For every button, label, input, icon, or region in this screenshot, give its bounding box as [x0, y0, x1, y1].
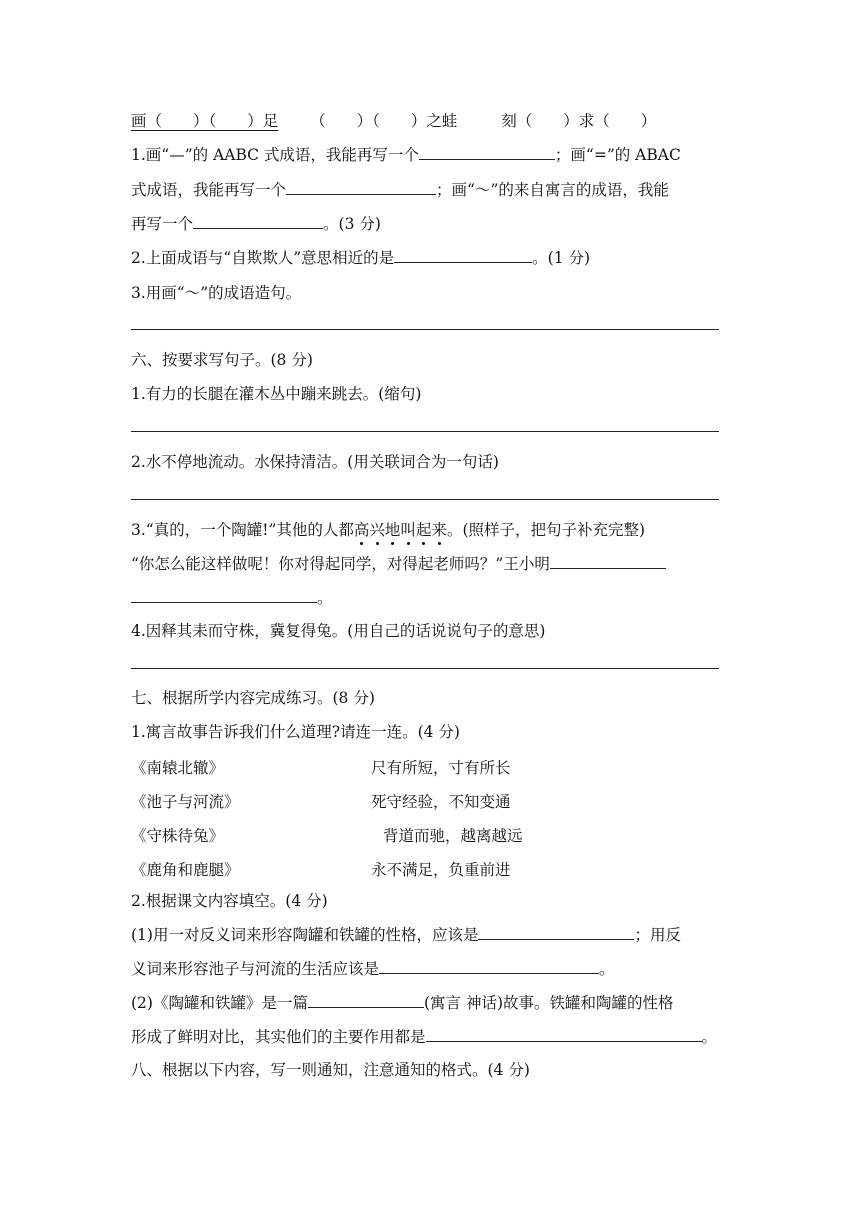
sec7-q2: 2.根据课文内容填空。(4 分)	[131, 892, 328, 910]
sec6-q4: 4.因释其耒而守株，冀复得兔。(用自己的话说说句子的意思)	[131, 622, 546, 640]
q2-1-text-b: ；用反	[634, 926, 681, 944]
q3-text-b: 。(照样子，把句子补充完整)	[446, 521, 646, 539]
sec6-q3-cont	[131, 588, 333, 608]
q2-1-text-c: 义词来形容池子与河流的生活应该是	[131, 960, 380, 978]
sec5-q1-line2	[131, 180, 669, 200]
q2-2-text-a: (2)《陶罐和铁罐》是一篇	[131, 994, 308, 1012]
idiom-c: 刻（ ）求（ ）	[501, 112, 657, 130]
answer-line[interactable]	[131, 329, 719, 330]
moral-text[interactable]: 尺有所短，寸有所长	[371, 759, 511, 777]
sec5-q3: 3.用画“～”的成语造句。	[131, 284, 302, 302]
q2-1-text-a: (1)用一对反义词来形容陶罐和铁罐的性格，应该是	[131, 926, 479, 944]
answer-blank[interactable]	[550, 554, 666, 569]
q1-text-c: 式成语，我能再写一个	[131, 181, 287, 199]
answer-blank[interactable]	[478, 925, 634, 940]
q2-2-text-c: 形成了鲜明对比，其实他们的主要作用都是	[131, 1028, 426, 1046]
dotted-char: 来	[431, 521, 447, 539]
sec6-title: 六、按要求写句子。(8 分)	[131, 351, 313, 369]
story-title[interactable]: 《南辕北辙》	[131, 759, 225, 777]
idiom-a: 画（ ）（ ）足	[131, 112, 279, 130]
dotted-char: 兴	[369, 521, 385, 539]
answer-blank[interactable]	[193, 214, 323, 229]
answer-line[interactable]	[131, 499, 719, 500]
sec7-q2-1-line2	[131, 959, 615, 979]
story-title[interactable]: 《守株待兔》	[131, 827, 225, 845]
q2-text-a: 2.上面成语与“自欺欺人”意思相近的是	[131, 249, 395, 267]
answer-blank[interactable]	[308, 993, 424, 1008]
answer-blank[interactable]	[286, 180, 436, 195]
q2-text-b: 。(1 分)	[532, 249, 591, 267]
answer-blank[interactable]	[379, 959, 599, 974]
answer-blank[interactable]	[394, 248, 532, 263]
dotted-char: 地	[384, 521, 401, 539]
moral-text[interactable]: 死守经验，不知变通	[371, 793, 511, 811]
dotted-char: 高	[353, 521, 370, 539]
sec6-q3	[131, 520, 645, 540]
answer-line[interactable]	[131, 668, 719, 669]
answer-blank[interactable]	[419, 145, 555, 160]
idioms-row	[131, 111, 656, 131]
answer-blank[interactable]	[426, 1027, 702, 1042]
moral-text[interactable]: 背道而驰，越离越远	[383, 827, 523, 845]
sec8-title: 八、根据以下内容，写一则通知，注意通知的格式。(4 分)	[131, 1061, 530, 1079]
story-title[interactable]: 《鹿角和鹿腿》	[131, 861, 240, 879]
moral-text[interactable]: 永不满足，负重前进	[371, 861, 511, 879]
q3-text-d: 。	[317, 589, 333, 607]
q1-text-e: 再写一个	[131, 215, 194, 233]
story-title[interactable]: 《池子与河流》	[131, 793, 240, 811]
q1-text-f: 。(3 分)	[323, 215, 381, 233]
sec7-q2-2-line2	[131, 1027, 717, 1047]
answer-blank[interactable]	[131, 588, 317, 603]
sec5-q2	[131, 248, 590, 268]
q2-2-text-b: (寓言 神话)故事。铁罐和陶罐的性格	[423, 994, 674, 1012]
q2-2-text-d: 。	[701, 1028, 718, 1046]
sec7-q1: 1.寓言故事告诉我们什么道理?请连一连。(4 分)	[131, 723, 460, 741]
q1-text-d: ；画“～”的来自寓言的成语，我能	[436, 181, 669, 199]
sec6-q2: 2.水不停地流动。水保持清洁。(用关联词合为一句话)	[131, 453, 499, 471]
q1-text-b: ；画“=”的 ABAC	[554, 146, 681, 164]
idiom-b: （ ）（ ）之蛙	[310, 112, 458, 130]
sec5-q1-line3	[131, 214, 381, 234]
q3-text-c: “你怎么能这样做呢！你对得起同学，对得起老师吗？”王小明	[131, 555, 550, 573]
sec5-q1-line1	[131, 145, 681, 165]
answer-line[interactable]	[131, 431, 719, 432]
dotted-char: 叫	[400, 521, 416, 539]
dotted-char: 起	[415, 521, 432, 539]
q2-1-text-d: 。	[599, 960, 615, 978]
q1-text-a: 1.画“—”的 AABC 式成语，我能再写一个	[131, 146, 419, 164]
sec6-q1: 1.有力的长腿在灌木丛中蹦来跳去。(缩句)	[131, 385, 422, 403]
q3-text-a: 3.“真的，一个陶罐!”其他的人都	[131, 521, 354, 539]
sec6-q3-example	[131, 554, 666, 574]
sec7-q2-1-line1	[131, 925, 681, 945]
sec7-q2-2-line1	[131, 993, 674, 1013]
sec7-title: 七、根据所学内容完成练习。(8 分)	[131, 689, 375, 707]
